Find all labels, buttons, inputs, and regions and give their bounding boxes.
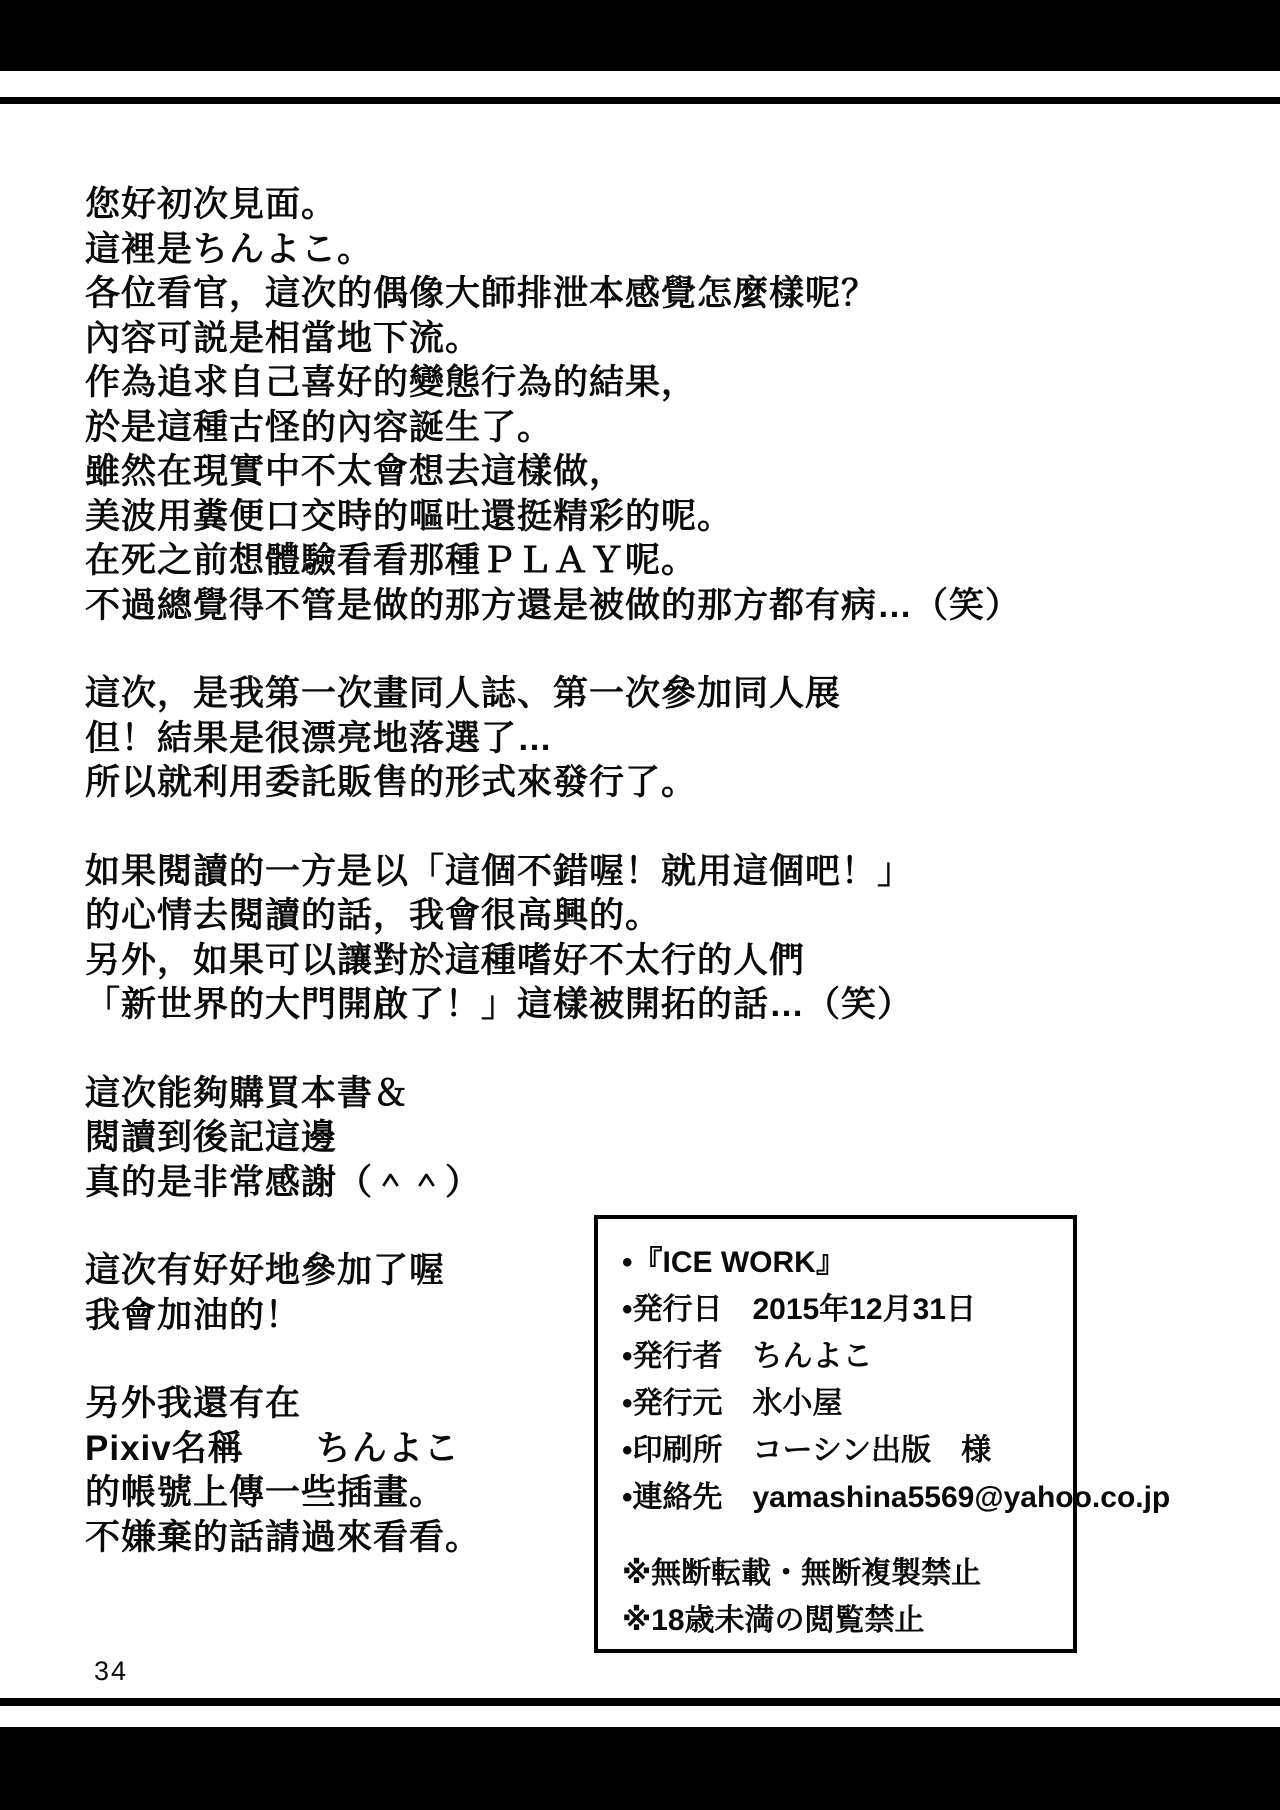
text-line: 我會加油的！ [85, 1295, 302, 1335]
text-line: 於是這種古怪的內容誕生了。 [85, 407, 554, 447]
afterword-paragraph-2 [85, 672, 1185, 806]
text-line: 這裡是ちんよこ。 [85, 229, 374, 269]
text-line: 的帳號上傳一些插畫。 [85, 1473, 446, 1512]
text-line: 這次，是我第一次畫同人誌、第一次參加同人展 [85, 674, 842, 713]
text-line: 但！結果是很漂亮地落選了… [85, 718, 554, 758]
top-rule-line [0, 97, 1280, 104]
text-line: 不嫌棄的話請過來看看。 [85, 1517, 482, 1557]
afterword-paragraph-1 [85, 183, 1185, 628]
text-line: Pixiv名稱 ちんよこ [85, 1428, 460, 1468]
text-line: 內容可説是相當地下流。 [85, 318, 482, 358]
text-line: 作為追求自己喜好的變態行為的結果， [85, 363, 698, 402]
page-number: 34 [94, 1656, 129, 1686]
colophon-notice-age-restriction: ※18歳未満の閲覧禁止 [622, 1604, 925, 1637]
afterword-paragraph-3 [85, 850, 1185, 1028]
text-line: 另外，如果可以讓對於這種嗜好不太行的人們 [85, 940, 806, 980]
colophon-contact-email: •連絡先 yamashina5569@yahoo.co.jp [622, 1481, 1171, 1514]
text-line: 真的是非常感謝（＾＾） [85, 1162, 482, 1202]
colophon-circle: •発行元 氷小屋 [622, 1387, 843, 1420]
bottom-black-bar [0, 1727, 1280, 1810]
text-line: 雖然在現實中不太會想去這樣做， [85, 452, 626, 491]
text-line: 各位看官，這次的偶像大師排泄本感覺怎麼樣呢？ [85, 274, 878, 313]
text-line: 美波用糞便口交時的嘔吐還挺精彩的呢。 [85, 496, 734, 536]
colophon-publish-date: •発行日 2015年12月31日 [622, 1293, 976, 1326]
text-line: 如果閱讀的一方是以「這個不錯喔！就用這個吧！」 [85, 851, 914, 891]
text-line: 的心情去閱讀的話，我會很高興的。 [85, 896, 662, 935]
top-black-bar [0, 0, 1280, 71]
colophon-box [594, 1215, 1171, 1653]
afterword-paragraph-4 [85, 1072, 1185, 1206]
text-line: 所以就利用委託販售的形式來發行了。 [85, 763, 698, 802]
text-line: 閱讀到後記這邊 [85, 1118, 338, 1157]
text-line: 「新世界的大門開啟了！」這樣被開拓的話…（笑） [85, 985, 914, 1024]
text-line: 您好初次見面。 [85, 185, 338, 224]
text-line: 另外我還有在 [85, 1384, 302, 1423]
text-line: 不過總覺得不管是做的那方還是被做的那方都有病…（笑） [85, 585, 1022, 625]
text-line: 在死之前想體驗看看那種ＰＬＡＹ呢。 [85, 541, 698, 580]
text-line: 這次有好好地參加了喔 [85, 1251, 446, 1290]
colophon-publisher: •発行者 ちんよこ [622, 1340, 873, 1373]
colophon-spacer [622, 1521, 1067, 1550]
colophon-printer: •印刷所 コーシン出版 様 [622, 1434, 992, 1467]
colophon-title: •『ICE WORK』 [622, 1246, 846, 1279]
bottom-rule-line [0, 1698, 1280, 1706]
text-line: 這次能夠購買本書＆ [85, 1073, 410, 1113]
colophon-notice-no-reproduction: ※無断転載・無断複製禁止 [622, 1557, 982, 1590]
